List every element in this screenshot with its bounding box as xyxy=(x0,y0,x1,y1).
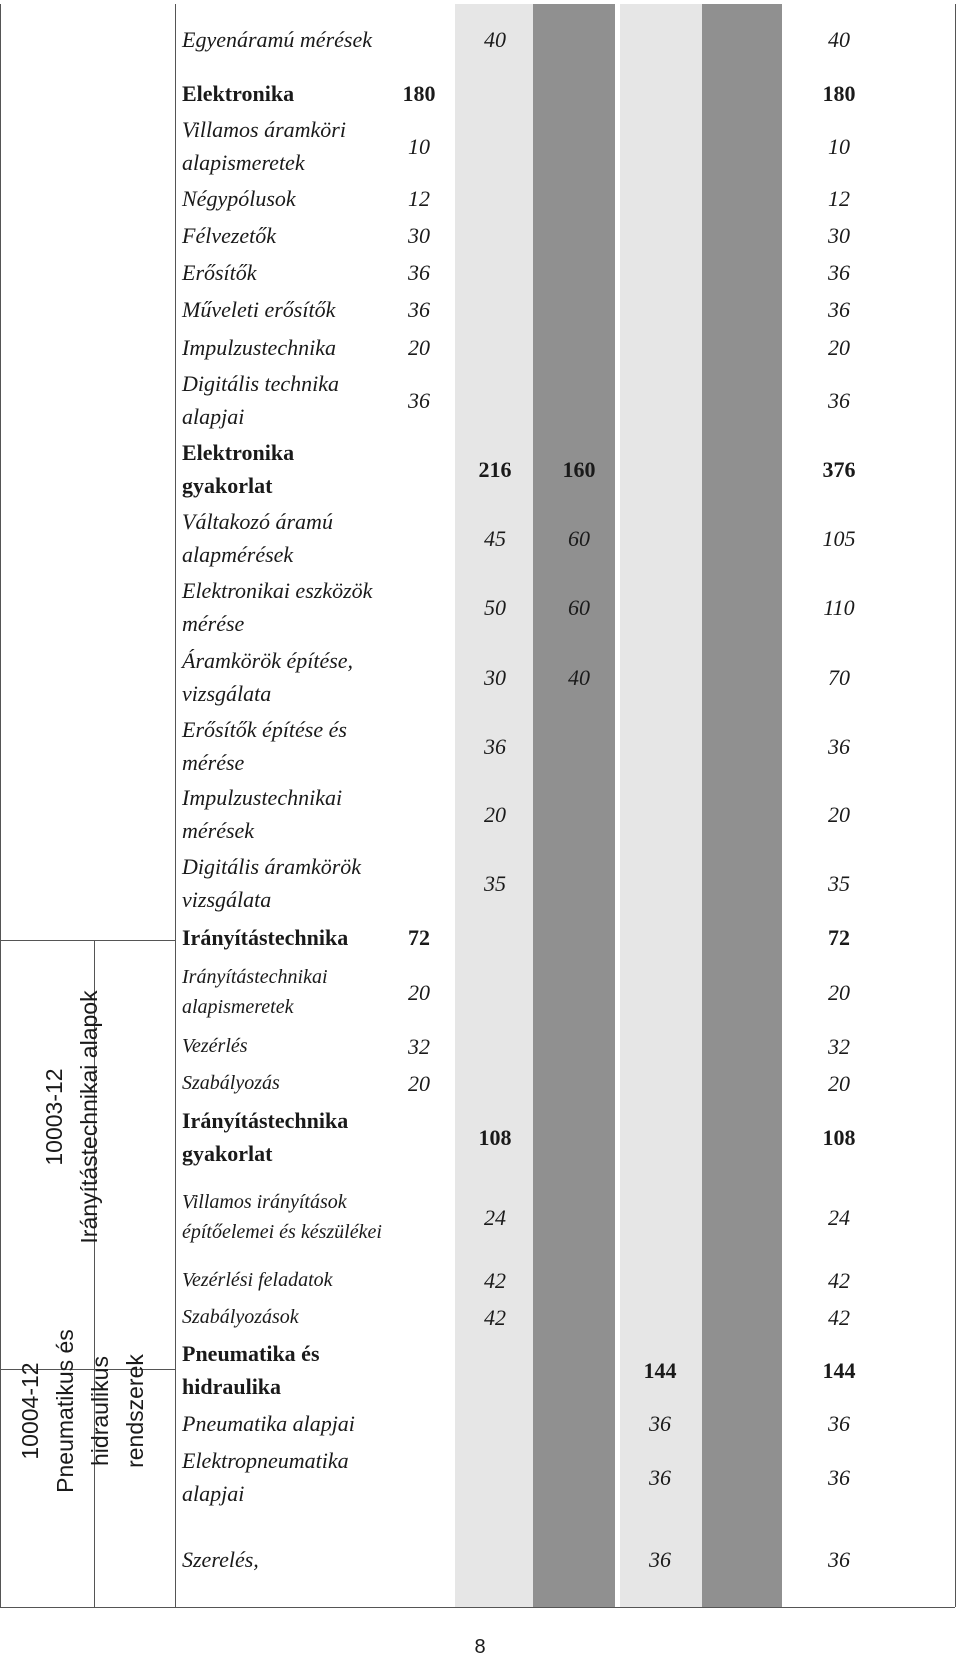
row-total: 12 xyxy=(828,185,850,211)
hours-c4: 144 xyxy=(643,1357,677,1383)
row-total: 70 xyxy=(828,664,850,690)
hours-c1: 36 xyxy=(408,387,430,413)
row-label: Elektropneumatika alapjai xyxy=(182,1448,349,1506)
hours-c1: 72 xyxy=(408,924,430,950)
row-label: Impulzustechnikai mérések xyxy=(182,785,343,843)
module-code: 10004-12 xyxy=(17,1362,43,1460)
row-label: Digitális technika alapjai xyxy=(182,371,340,429)
row-label: Félvezetők xyxy=(182,222,277,248)
module-name-line: Pneumatikus és xyxy=(52,1329,78,1493)
row-total: 108 xyxy=(822,1124,856,1150)
row-total: 376 xyxy=(822,456,856,482)
hours-c2: 42 xyxy=(484,1304,506,1330)
column-shade xyxy=(533,4,615,1607)
grid-line xyxy=(0,1607,955,1608)
row-total: 30 xyxy=(828,222,850,248)
row-total: 42 xyxy=(828,1267,850,1293)
hours-c1: 20 xyxy=(408,979,430,1005)
row-label: Impulzustechnika xyxy=(182,334,336,360)
hours-c3: 60 xyxy=(568,525,590,551)
hours-c1: 36 xyxy=(408,296,430,322)
row-total: 72 xyxy=(828,924,850,950)
hours-c2: 24 xyxy=(484,1204,506,1230)
hours-c2: 35 xyxy=(484,870,506,896)
row-label: Elektronikai eszközök mérése xyxy=(182,578,373,636)
row-label: Irányítástechnika gyakorlat xyxy=(182,1108,349,1166)
hours-c1: 180 xyxy=(402,80,436,106)
hours-c3: 160 xyxy=(562,456,596,482)
grid-line xyxy=(175,4,176,1607)
hours-c1: 20 xyxy=(408,334,430,360)
row-label: Villamos irányítások építőelemei és készülékei xyxy=(182,1191,382,1243)
hours-c1: 32 xyxy=(408,1033,430,1059)
row-label: Erősítők építése és mérése xyxy=(182,717,347,775)
row-label: Elektronika xyxy=(182,80,295,106)
page-number: 8 xyxy=(474,1636,486,1658)
module-label-10004-12 xyxy=(17,1306,148,1516)
row-total: 20 xyxy=(828,801,850,827)
row-total: 32 xyxy=(828,1033,850,1059)
hours-c2: 45 xyxy=(484,525,506,551)
row-label: Digitális áramkörök vizsgálata xyxy=(182,854,362,912)
hours-c1: 20 xyxy=(408,1070,430,1096)
row-total: 36 xyxy=(828,387,850,413)
row-total: 20 xyxy=(828,979,850,1005)
row-total: 40 xyxy=(828,26,850,52)
hours-c4: 36 xyxy=(649,1547,671,1572)
row-label: Irányítástechnikai alapismeretek xyxy=(182,966,328,1018)
hours-c1: 30 xyxy=(408,222,430,248)
row-total: 36 xyxy=(828,733,850,759)
hours-c2: 36 xyxy=(484,733,506,759)
row-label: Váltakozó áramú alapmérések xyxy=(182,509,333,567)
hours-c4: 36 xyxy=(649,1410,671,1436)
row-total: 20 xyxy=(828,1070,850,1096)
hours-c2: 50 xyxy=(484,594,506,620)
hours-c4: 36 xyxy=(649,1464,671,1490)
grid-line xyxy=(0,4,1,1607)
row-label: Műveleti erősítők xyxy=(182,296,336,322)
row-total: 36 xyxy=(828,1410,850,1436)
module-label-10003-12 xyxy=(33,932,111,1302)
row-total: 35 xyxy=(828,870,850,896)
hours-c2: 42 xyxy=(484,1267,506,1293)
row-total: 36 xyxy=(828,1464,850,1490)
row-label: Egyenáramú mérések xyxy=(182,26,372,52)
row-total: 144 xyxy=(822,1357,856,1383)
row-total: 180 xyxy=(822,80,856,106)
grid-line xyxy=(955,4,956,1607)
hours-c2: 30 xyxy=(484,664,506,690)
row-total: 10 xyxy=(828,133,850,159)
hours-c2: 108 xyxy=(478,1124,512,1150)
module-name: Irányítástechnikai alapok xyxy=(76,990,102,1244)
row-label: Villamos áramköri alapismeretek xyxy=(182,117,346,175)
row-label: Vezérlés xyxy=(182,1035,248,1057)
hours-c2: 20 xyxy=(484,801,506,827)
row-label: Pneumatika és hidraulika xyxy=(182,1341,320,1399)
row-total: 42 xyxy=(828,1304,850,1330)
row-total: 110 xyxy=(823,594,855,620)
row-total: 36 xyxy=(828,296,850,322)
row-total: 20 xyxy=(828,334,850,360)
row-total: 24 xyxy=(828,1204,850,1230)
row-label: Négypólusok xyxy=(182,185,296,211)
row-label: Szabályozások xyxy=(182,1306,299,1328)
hours-c3: 40 xyxy=(568,664,590,690)
row-total: 105 xyxy=(822,525,856,551)
hours-c1: 12 xyxy=(408,185,430,211)
column-shade xyxy=(702,4,782,1607)
row-total: 36 xyxy=(828,259,850,285)
module-name-line: rendszerek xyxy=(122,1354,148,1468)
row-total: 36 xyxy=(828,1547,850,1572)
row-label: Szerelés, xyxy=(182,1547,259,1572)
row-label: Áramkörök építése, vizsgálata xyxy=(182,648,354,706)
row-label: Elektronika gyakorlat xyxy=(182,440,295,498)
row-label: Erősítők xyxy=(182,259,257,285)
hours-c1: 10 xyxy=(408,133,430,159)
hours-c1: 36 xyxy=(408,259,430,285)
module-name-line: hidraulikus xyxy=(87,1356,113,1466)
hours-c2: 216 xyxy=(478,456,512,482)
hours-c2: 40 xyxy=(484,26,506,52)
row-label: Szabályozás xyxy=(182,1072,280,1094)
row-label: Irányítástechnika xyxy=(182,924,349,950)
module-code: 10003-12 xyxy=(41,1068,67,1166)
row-label: Pneumatika alapjai xyxy=(182,1410,355,1436)
hours-c3: 60 xyxy=(568,594,590,620)
row-label: Vezérlési feladatok xyxy=(182,1269,333,1291)
